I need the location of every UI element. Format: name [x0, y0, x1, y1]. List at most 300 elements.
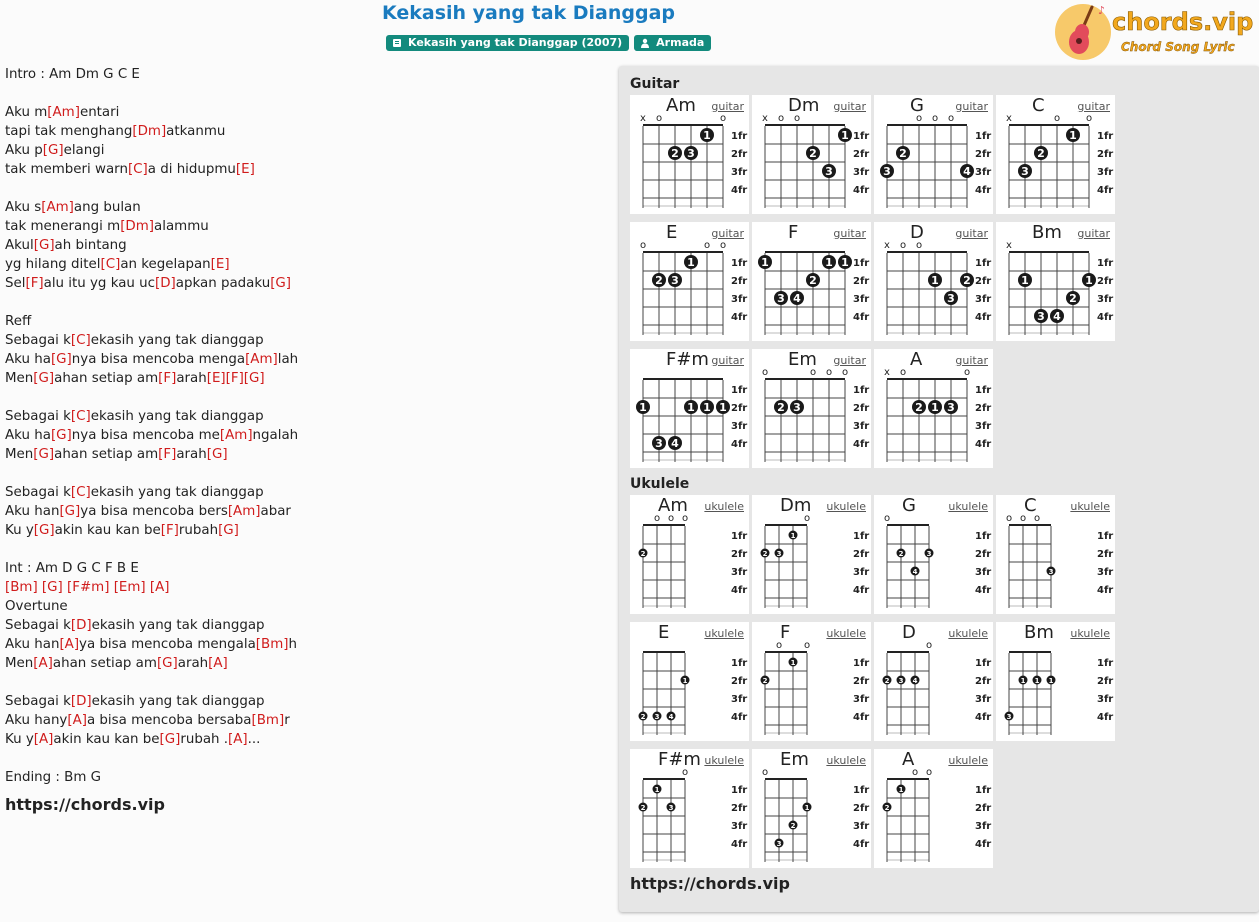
chord-link[interactable]: [F] — [158, 371, 177, 386]
finger-number: 3 — [655, 437, 663, 450]
finger-number: 2 — [790, 822, 796, 830]
lyric-text: akin kau kan be — [53, 732, 160, 747]
ukulele-chord-link[interactable]: ukulele — [948, 754, 988, 767]
chord-link[interactable]: [G] — [243, 371, 265, 386]
finger-number: 1 — [761, 256, 769, 269]
finger-number: 2 — [640, 550, 646, 558]
guitar-chord-card — [874, 95, 993, 214]
finger-number: 1 — [1034, 677, 1040, 685]
chord-link[interactable]: [G] — [50, 428, 72, 443]
nut — [887, 124, 967, 126]
guitar-chord-name: Dm — [788, 95, 820, 116]
nut — [765, 124, 845, 126]
ukulele-chord-name: F#m — [658, 749, 701, 770]
lyric-line — [5, 331, 605, 350]
ukulele-chord-card — [630, 495, 749, 614]
guitar-chord-card — [752, 222, 871, 341]
muted-string-marker: x — [1006, 240, 1012, 251]
fret-label: 3fr — [975, 567, 992, 578]
fret-label: 3fr — [1097, 167, 1114, 178]
fret-label: 3fr — [975, 294, 992, 305]
nut — [643, 651, 685, 653]
fret-label: 1fr — [975, 258, 992, 269]
fret-label: 1fr — [853, 658, 870, 669]
guitar-chord-link[interactable]: guitar — [1077, 100, 1110, 113]
chord-link[interactable]: [Am] — [41, 200, 74, 215]
finger-number: 2 — [809, 147, 817, 160]
logo-brand-text: chords.vip — [1112, 8, 1254, 36]
open-string-marker: o — [803, 640, 811, 651]
site-logo[interactable] — [1054, 2, 1254, 62]
lyric-text: arah — [177, 656, 209, 671]
user-icon — [640, 38, 650, 48]
lyric-line — [5, 179, 605, 198]
lyric-line — [5, 293, 605, 312]
lyric-line — [5, 350, 605, 369]
finger-number: 3 — [1006, 713, 1012, 721]
chord-link[interactable]: [A] — [59, 637, 80, 652]
finger-number: 1 — [1021, 274, 1029, 287]
finger-number: 2 — [762, 677, 768, 685]
chord-link[interactable]: [C] — [70, 485, 91, 500]
lyric-text: Aku han — [5, 637, 60, 652]
lyric-text: ekasih yang tak dianggap — [91, 618, 265, 633]
fret-label: 4fr — [731, 312, 748, 323]
lyric-text: Intro : Am Dm G C E — [5, 67, 140, 82]
open-string-marker: o — [947, 113, 955, 124]
fret-label: 1fr — [975, 785, 992, 796]
guitar-chord-link[interactable]: guitar — [711, 227, 744, 240]
fret-label: 1fr — [853, 258, 870, 269]
ukulele-chord-card — [630, 749, 749, 868]
finger-number: 3 — [654, 713, 660, 721]
chord-link[interactable]: [D] — [155, 276, 176, 291]
fret-label: 2fr — [731, 276, 748, 287]
chord-link[interactable]: [G] — [270, 276, 292, 291]
chord-link[interactable]: [F] — [158, 447, 177, 462]
lyric-line — [5, 160, 605, 179]
open-string-marker: o — [719, 240, 727, 251]
open-string-marker: o — [1033, 513, 1041, 524]
fret-label: 2fr — [1097, 276, 1114, 287]
artist-badge[interactable] — [634, 35, 711, 51]
fret-label: 2fr — [975, 549, 992, 560]
ukulele-chord-name: G — [902, 495, 916, 516]
fret-label: 2fr — [731, 803, 748, 814]
fret-label: 4fr — [731, 585, 748, 596]
chord-link[interactable]: [Bm] [G] [F#m] [Em] [A] — [5, 580, 170, 595]
lyric-line — [5, 654, 605, 673]
guitar-chord-name: E — [666, 222, 678, 243]
lyric-text: ekasih yang tak dianggap — [90, 409, 264, 424]
guitar-chord-card — [874, 349, 993, 468]
finger-number: 2 — [671, 147, 679, 160]
fret-label: 1fr — [853, 785, 870, 796]
lyric-line — [5, 578, 605, 597]
fret-label: 2fr — [731, 403, 748, 414]
chord-link[interactable]: [Am] — [47, 105, 80, 120]
chord-link[interactable]: [G] — [42, 143, 64, 158]
guitar-logo-icon — [1054, 2, 1254, 62]
fret-label: 3fr — [1097, 694, 1114, 705]
panel-site-url[interactable]: https://chords.vip — [630, 874, 790, 893]
chord-link[interactable]: [G] — [206, 447, 228, 462]
guitar-chord-name: Bm — [1032, 222, 1062, 243]
chord-link[interactable]: [G] — [218, 523, 239, 538]
chord-link[interactable]: [A] — [67, 713, 87, 728]
finger-number: 1 — [790, 532, 796, 540]
fret-label: 1fr — [853, 385, 870, 396]
ukulele-chord-name: A — [902, 749, 915, 770]
ukulele-chord-link[interactable]: ukulele — [826, 500, 866, 513]
chord-link[interactable]: [G] — [33, 447, 55, 462]
nut — [887, 651, 929, 653]
ukulele-section-label: Ukulele — [630, 476, 690, 492]
ukulele-chord-link[interactable]: ukulele — [1070, 627, 1110, 640]
fret-label: 2fr — [853, 276, 870, 287]
ukulele-chord-link[interactable]: ukulele — [704, 627, 744, 640]
finger-number: 1 — [898, 786, 904, 794]
finger-number: 3 — [947, 292, 955, 305]
fret-label: 4fr — [975, 839, 992, 850]
lyric-text: h — [288, 637, 297, 652]
ukulele-chord-name: Dm — [780, 495, 812, 516]
guitar-chord-link[interactable]: guitar — [955, 227, 988, 240]
fret-label: 2fr — [975, 803, 992, 814]
nut — [887, 378, 967, 380]
open-string-marker: o — [841, 367, 849, 378]
guitar-chord-card — [630, 222, 749, 341]
open-string-marker: o — [1053, 113, 1061, 124]
lyrics-block — [5, 65, 605, 814]
artist-badge-label: Armada — [656, 36, 705, 49]
chord-link[interactable]: [G] — [59, 504, 81, 519]
ukulele-chord-link[interactable]: ukulele — [1070, 500, 1110, 513]
album-badge-label: Kekasih yang tak Dianggap (2007) — [408, 36, 623, 49]
finger-number: 1 — [719, 401, 727, 414]
fret-label: 4fr — [731, 839, 748, 850]
lyric-line — [5, 255, 605, 274]
finger-number: 1 — [703, 401, 711, 414]
chord-link[interactable]: [G] — [33, 371, 55, 386]
ukulele-chord-link[interactable]: ukulele — [704, 500, 744, 513]
guitar-chord-link[interactable]: guitar — [833, 100, 866, 113]
lyric-text: atkanmu — [166, 124, 226, 139]
open-string-marker: o — [915, 113, 923, 124]
ukulele-chord-link[interactable]: ukulele — [704, 754, 744, 767]
ukulele-chord-name: Bm — [1024, 622, 1054, 643]
guitar-chord-card — [752, 95, 871, 214]
lyric-text: rubah — [178, 523, 219, 538]
chord-link[interactable]: [G] — [159, 732, 181, 747]
lyric-text: arah — [176, 371, 207, 386]
nut — [1009, 251, 1089, 253]
chord-link[interactable]: [Am] — [245, 352, 278, 367]
lyric-line — [5, 711, 605, 730]
fret-label: 2fr — [975, 403, 992, 414]
guitar-chord-name: F — [788, 222, 799, 243]
guitar-chord-name: G — [910, 95, 924, 116]
open-string-marker: o — [809, 367, 817, 378]
chord-link[interactable]: [C] — [70, 333, 91, 348]
lyric-text: ahan setiap am — [54, 371, 159, 386]
fret-label: 2fr — [731, 549, 748, 560]
chord-link[interactable]: [G] — [33, 238, 55, 253]
guitar-chord-link[interactable]: guitar — [955, 100, 988, 113]
finger-number: 1 — [790, 659, 796, 667]
album-badge[interactable] — [386, 35, 629, 51]
lyric-text: Aku p — [5, 143, 43, 158]
chord-link[interactable]: [Dm] — [120, 219, 155, 234]
chord-link[interactable]: [Dm] — [132, 124, 167, 139]
open-string-marker: o — [931, 113, 939, 124]
open-string-marker: o — [825, 367, 833, 378]
lyric-line — [5, 540, 605, 559]
chord-link[interactable]: [Am] — [227, 504, 261, 519]
nut — [643, 778, 685, 780]
guitar-chord-link[interactable]: guitar — [955, 354, 988, 367]
fret-label: 2fr — [853, 149, 870, 160]
lyric-text: ngalah — [252, 428, 299, 443]
finger-number: 2 — [777, 401, 785, 414]
lyric-text: a di hidupmu — [147, 162, 236, 177]
fret-label: 1fr — [731, 785, 748, 796]
fret-label: 4fr — [975, 439, 992, 450]
fret-label: 2fr — [853, 803, 870, 814]
ukulele-chord-link[interactable]: ukulele — [948, 500, 988, 513]
open-string-marker: o — [639, 240, 647, 251]
ukulele-chord-card — [874, 622, 993, 741]
nut — [643, 124, 723, 126]
fret-label: 3fr — [853, 421, 870, 432]
lyric-text: tak memberi warn — [5, 162, 128, 177]
fret-label: 4fr — [975, 712, 992, 723]
finger-number: 4 — [912, 568, 918, 576]
finger-number: 2 — [963, 274, 971, 287]
ukulele-chord-card — [996, 622, 1115, 741]
finger-number: 2 — [884, 677, 890, 685]
chord-link[interactable]: [A] — [208, 656, 228, 671]
fret-label: 4fr — [853, 439, 870, 450]
lyric-line — [5, 635, 605, 654]
lyric-text: Aku s — [5, 200, 42, 215]
finger-number: 3 — [1037, 310, 1045, 323]
nut — [1009, 651, 1051, 653]
lyric-text: an kegelapan — [120, 257, 211, 272]
book-icon — [392, 38, 402, 48]
guitar-chord-link[interactable]: guitar — [833, 354, 866, 367]
fret-label: 2fr — [975, 676, 992, 687]
finger-number: 3 — [687, 147, 695, 160]
guitar-chord-card — [874, 222, 993, 341]
chord-link[interactable]: [D] — [70, 618, 92, 633]
fret-label: 1fr — [853, 531, 870, 542]
lyric-text: ahan setiap am — [52, 656, 157, 671]
muted-string-marker: x — [884, 240, 890, 251]
lyric-text: Sebagai k — [5, 618, 71, 633]
chord-link[interactable]: [F] — [160, 523, 179, 538]
guitar-chord-name: A — [910, 349, 923, 370]
lyric-text: r — [284, 713, 290, 728]
fret-label: 3fr — [853, 694, 870, 705]
open-string-marker: o — [761, 767, 769, 778]
ukulele-chord-link[interactable]: ukulele — [826, 627, 866, 640]
open-string-marker: o — [1019, 513, 1027, 524]
chord-link[interactable]: [Am] — [219, 428, 253, 443]
ukulele-chord-name: E — [658, 622, 670, 643]
chord-link[interactable]: [E] — [235, 162, 255, 177]
song-meta — [386, 35, 711, 51]
lyric-line — [5, 84, 605, 103]
open-string-marker: o — [915, 240, 923, 251]
fret-label: 2fr — [1097, 549, 1114, 560]
chord-link[interactable]: [C] — [127, 162, 148, 177]
finger-number: 1 — [1085, 274, 1093, 287]
fret-label: 4fr — [853, 839, 870, 850]
chord-link[interactable]: [G] — [50, 352, 72, 367]
open-string-marker: o — [899, 367, 907, 378]
finger-number: 3 — [947, 401, 955, 414]
logo-tagline: Chord Song Lyric — [1121, 40, 1235, 54]
nut — [887, 524, 929, 526]
lyric-line — [5, 559, 605, 578]
open-string-marker: o — [883, 513, 891, 524]
finger-number: 1 — [1020, 677, 1026, 685]
ukulele-chord-name: D — [902, 622, 916, 643]
fret-label: 2fr — [1097, 149, 1114, 160]
open-string-marker: o — [681, 513, 689, 524]
fret-label: 1fr — [731, 131, 748, 142]
lyric-line — [5, 65, 605, 84]
guitar-chord-link[interactable]: guitar — [1077, 227, 1110, 240]
chord-link[interactable]: [A] — [33, 656, 53, 671]
open-string-marker: o — [899, 240, 907, 251]
chord-link[interactable]: [F] — [225, 371, 244, 386]
fret-label: 1fr — [731, 531, 748, 542]
fret-label: 4fr — [975, 585, 992, 596]
fret-label: 3fr — [853, 294, 870, 305]
lyrics-site-url[interactable]: https://chords.vip — [5, 795, 165, 814]
fret-label: 4fr — [853, 312, 870, 323]
lyric-line — [5, 122, 605, 141]
chord-link[interactable]: [C] — [100, 257, 121, 272]
guitar-chord-link[interactable]: guitar — [833, 227, 866, 240]
lyric-text: Reff — [5, 314, 32, 329]
fret-label: 3fr — [975, 167, 992, 178]
lyric-text: Aku m — [5, 105, 48, 120]
chord-link[interactable]: [Bm] — [255, 637, 289, 652]
open-string-marker: o — [777, 113, 785, 124]
open-string-marker: o — [703, 240, 711, 251]
chord-link[interactable]: [G] — [33, 523, 55, 538]
fret-label: 3fr — [731, 167, 748, 178]
chord-link[interactable]: [Bm] — [251, 713, 285, 728]
lyric-line — [5, 502, 605, 521]
muted-string-marker: x — [1006, 113, 1012, 124]
lyric-line — [5, 407, 605, 426]
lyric-line — [5, 445, 605, 464]
finger-number: 3 — [776, 840, 782, 848]
lyric-text: Sebagai k — [5, 694, 71, 709]
lyric-text: Men — [5, 656, 34, 671]
fret-label: 1fr — [1097, 258, 1114, 269]
finger-number: 2 — [762, 550, 768, 558]
ukulele-chord-link[interactable]: ukulele — [948, 627, 988, 640]
lyric-text: a bisa mencoba bersaba — [86, 713, 252, 728]
fret-label: 2fr — [1097, 676, 1114, 687]
ukulele-chord-link[interactable]: ukulele — [826, 754, 866, 767]
guitar-chord-name: D — [910, 222, 924, 243]
lyric-line — [5, 597, 605, 616]
lyric-text: Sebagai k — [5, 409, 71, 424]
fret-label: 3fr — [853, 821, 870, 832]
lyric-line — [5, 730, 605, 749]
lyric-text: nya bisa mencoba me — [71, 428, 220, 443]
finger-number: 2 — [809, 274, 817, 287]
lyric-text: Aku han — [5, 504, 60, 519]
muted-string-marker: x — [884, 367, 890, 378]
lyric-text: Akul — [5, 238, 34, 253]
chord-link[interactable]: [D] — [70, 694, 92, 709]
chord-link[interactable]: [A] — [33, 732, 54, 747]
lyric-text: ekasih yang tak dianggap — [90, 485, 264, 500]
ukulele-chord-name: C — [1024, 495, 1037, 516]
guitar-chord-name: F#m — [666, 349, 709, 370]
nut — [765, 524, 807, 526]
guitar-chord-link[interactable]: guitar — [711, 354, 744, 367]
nut — [1009, 524, 1051, 526]
lyric-text: yg hilang ditel — [5, 257, 101, 272]
nut — [887, 251, 967, 253]
nut — [765, 251, 845, 253]
finger-number: 2 — [898, 550, 904, 558]
lyric-text: tapi tak menghang — [5, 124, 133, 139]
lyric-text: akin kau kan be — [54, 523, 161, 538]
finger-number: 1 — [639, 401, 647, 414]
lyric-text: ya bisa mencoba mengala — [79, 637, 256, 652]
chord-link[interactable]: [E] — [210, 257, 230, 272]
guitar-chord-link[interactable]: guitar — [711, 100, 744, 113]
open-string-marker: o — [1085, 113, 1093, 124]
lyric-text: arah — [176, 447, 207, 462]
finger-number: 2 — [884, 804, 890, 812]
ukulele-chord-name: F — [780, 622, 791, 643]
chord-link[interactable]: [C] — [70, 409, 91, 424]
guitar-chord-card — [996, 95, 1115, 214]
fret-label: 3fr — [853, 167, 870, 178]
chord-link[interactable]: [A] — [228, 732, 248, 747]
fret-label: 3fr — [975, 821, 992, 832]
fret-label: 1fr — [1097, 531, 1114, 542]
finger-number: 3 — [1021, 165, 1029, 178]
lyric-text: Int : Am D G C F B E — [5, 561, 139, 576]
open-string-marker: o — [793, 113, 801, 124]
finger-number: 2 — [915, 401, 923, 414]
chord-link[interactable]: [F] — [25, 276, 44, 291]
fret-label: 1fr — [731, 658, 748, 669]
ukulele-chord-card — [752, 749, 871, 868]
chord-link[interactable]: [E] — [206, 371, 226, 386]
lyric-line — [5, 483, 605, 502]
fret-label: 3fr — [731, 694, 748, 705]
lyric-text: Sel — [5, 276, 26, 291]
lyric-text: ekasih yang tak dianggap — [90, 333, 264, 348]
chord-link[interactable]: [G] — [156, 656, 178, 671]
fret-label: 3fr — [731, 821, 748, 832]
lyric-line — [5, 312, 605, 331]
fret-label: 1fr — [975, 531, 992, 542]
lyric-text: lah — [277, 352, 299, 367]
